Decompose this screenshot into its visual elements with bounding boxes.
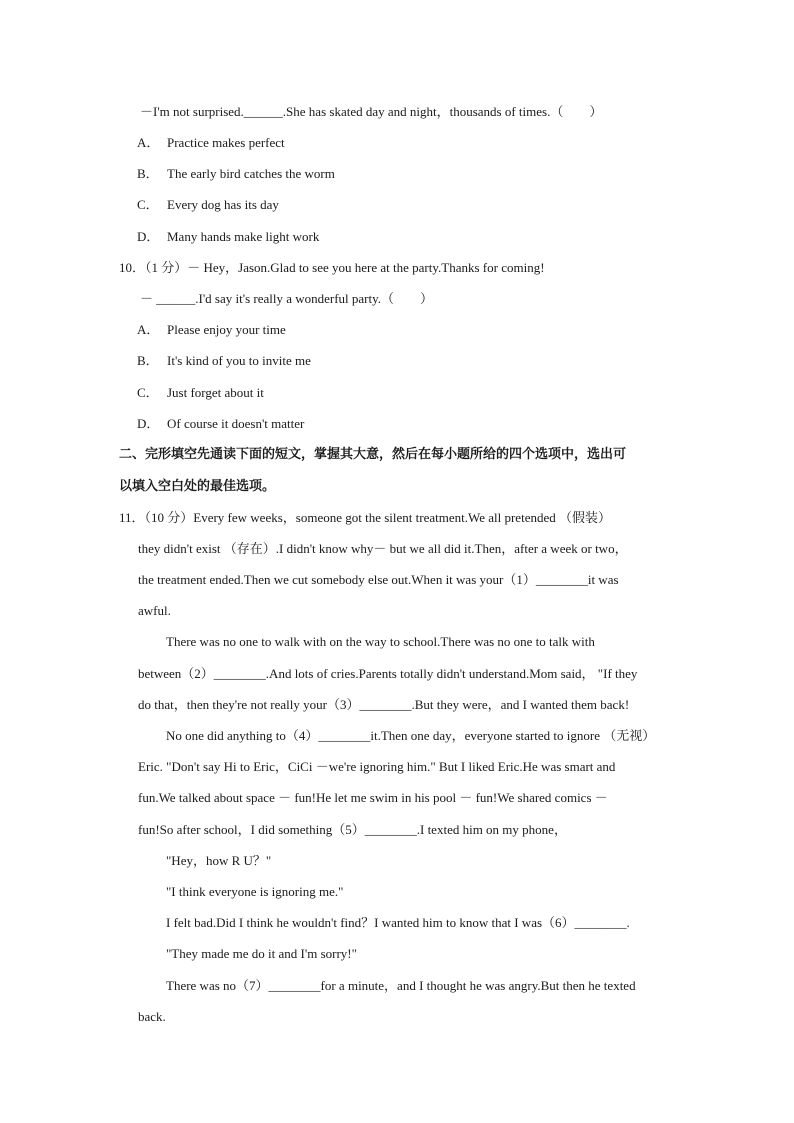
q11-line: fun!So after school，I did something（5）________.I texted him on my phone， <box>138 822 567 837</box>
q10-stem: 10．（1 分）－ Hey，Jason.Glad to see you here at the party.Thanks for coming! <box>119 260 545 275</box>
q10-stem-reply: － ______.I'd say it's really a wonderful party.（ ） <box>140 291 434 306</box>
q9-option-c[interactable] <box>137 196 279 214</box>
q11-line: I felt bad.Did I think he wouldn't find？I wanted him to know that I was（6）________. <box>166 915 630 930</box>
q11-line: "Hey，how R U？" <box>166 853 272 868</box>
q10-option-d[interactable] <box>137 415 304 433</box>
q10-option-c[interactable] <box>137 384 264 402</box>
q10-option-a[interactable] <box>137 321 286 339</box>
option-letter: B． <box>137 166 159 181</box>
option-letter: C． <box>137 385 159 400</box>
option-text: It's kind of you to invite me <box>167 353 311 368</box>
option-text: Of course it doesn't matter <box>167 416 305 431</box>
option-letter: A． <box>137 322 160 337</box>
section-heading-line2: 以填入空白处的最佳选项。 <box>119 479 276 494</box>
q11-line: No one did anything to（4）________it.Then one day，everyone started to ignore （无视） <box>166 728 656 743</box>
q11-line: back. <box>138 1009 166 1024</box>
option-text: Many hands make light work <box>167 229 320 244</box>
q9-option-a[interactable] <box>137 134 285 152</box>
option-text: Practice makes perfect <box>167 135 285 150</box>
option-letter: D． <box>137 229 160 244</box>
q11-line: they didn't exist （存在）.I didn't know why－ but we all did it.Then，after a week or two， <box>138 541 628 556</box>
option-letter: C． <box>137 197 159 212</box>
q11-line: 11．（10 分）Every few weeks，someone got the silent treatment.We all pretended （假装） <box>119 510 611 525</box>
option-letter: B． <box>137 353 159 368</box>
q10-option-b[interactable] <box>137 352 311 370</box>
q11-line: between（2）________.And lots of cries.Parents totally didn't understand.Mom said， "If they <box>138 666 638 681</box>
option-text: Just forget about it <box>167 385 264 400</box>
q11-line: "They made me do it and I'm sorry!" <box>166 946 357 961</box>
q11-line: Eric. "Don't say Hi to Eric，CiCi －we're ignoring him." But I liked Eric.He was smart and <box>138 759 616 774</box>
section-heading-line1: 二、完形填空先通读下面的短文，掌握其大意，然后在每小题所给的四个选项中，选出可 <box>119 447 627 462</box>
q11-line: the treatment ended.Then we cut somebody else out.When it was your（1）________it was <box>138 572 619 587</box>
q9-option-b[interactable] <box>137 165 335 183</box>
option-text: Every dog has its day <box>167 197 279 212</box>
q11-line: There was no one to walk with on the way to school.There was no one to talk with <box>166 634 595 649</box>
q11-line: do that，then they're not really your（3）________.But they were，and I wanted them back! <box>138 697 630 712</box>
option-letter: D． <box>137 416 160 431</box>
q11-line: fun.We talked about space － fun!He let me swim in his pool － fun!We shared comics － <box>138 790 608 805</box>
q11-line: awful. <box>138 603 171 618</box>
option-text: The early bird catches the worm <box>167 166 335 181</box>
q9-stem: －I'm not surprised.______.She has skated day and night，thousands of times.（ ） <box>140 104 603 119</box>
option-text: Please enjoy your time <box>167 322 286 337</box>
q9-option-d[interactable] <box>137 228 319 246</box>
q11-line: "I think everyone is ignoring me." <box>166 884 344 899</box>
q11-line: There was no（7）________for a minute，and I thought he was angry.But then he texted <box>166 978 636 993</box>
option-letter: A． <box>137 135 160 150</box>
